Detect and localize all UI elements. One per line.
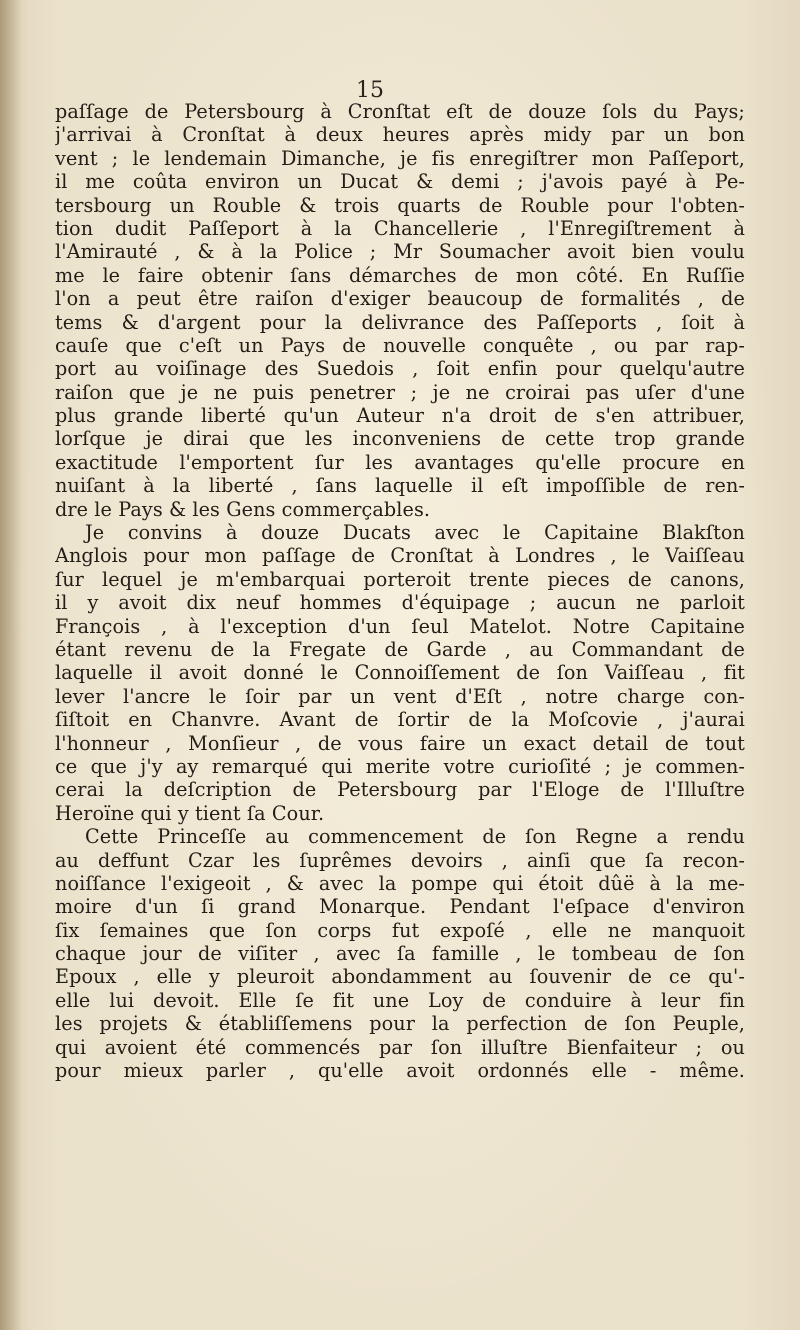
text-line: vent ; le lendemain Dimanche, je fis enregiſtrer mon Paſſeport, <box>55 146 745 170</box>
text-line: qui avoient été commencés par ſon illuſtre Bienfaiteur ; ou <box>55 1035 745 1059</box>
text-line: laquelle il avoit donné le Connoiſſement de ſon Vaiſſeau , fit <box>55 661 745 685</box>
text-line: l'Amirauté , & à la Police ; Mr Soumacher avoit bien voulu <box>55 240 745 264</box>
text-line: cerai la deſcription de Petersbourg par l'Eloge de l'Illuſtre <box>55 778 745 802</box>
text-line: elle lui devoit. Elle ſe fit une Loy de conduire à leur fin <box>55 988 745 1012</box>
text-line: l'on a peut être raiſon d'exiger beaucoup de formalités , de <box>55 287 745 311</box>
text-line: l'honneur , Monſieur , de vous faire un exact detail de tout <box>55 731 745 755</box>
text-line: tems & d'argent pour la delivrance des Paſſeports , ſoit à <box>55 310 745 334</box>
text-line: tion dudit Paſſeport à la Chancellerie , l'Enregiſtrement à <box>55 216 745 240</box>
page-number: 15 <box>356 78 384 103</box>
body-text <box>55 100 745 1082</box>
page-gutter-shadow <box>0 0 22 1330</box>
text-line: dre le Pays & les Gens commerçables. <box>55 497 431 521</box>
text-line: moire d'un ſi grand Monarque. Pendant l'eſpace d'environ <box>55 895 745 919</box>
text-line: raiſon que je ne puis penetrer ; je ne croirai pas uſer d'une <box>55 380 745 404</box>
text-line: tersbourg un Rouble & trois quarts de Rouble pour l'obten- <box>55 193 745 217</box>
text-line: au deffunt Czar les ſuprêmes devoirs , ainſi que ſa recon- <box>55 848 745 872</box>
text-line: il me coûta environ un Ducat & demi ; j'avois payé à Pe- <box>55 170 745 194</box>
text-line: exactitude l'emportent ſur les avantages qu'elle procure en <box>55 450 745 474</box>
text-line: cauſe que c'eſt un Pays de nouvelle conquête , ou par rap- <box>55 333 745 357</box>
text-line: plus grande liberté qu'un Auteur n'a droit de s'en attribuer, <box>55 404 745 428</box>
text-line: étant revenu de la Fregate de Garde , au Commandant de <box>55 637 745 661</box>
text-line: il y avoit dix neuf hommes d'équipage ; aucun ne parloit <box>55 591 745 615</box>
text-line: ce que j'y ay remarqué qui merite votre curioſité ; je commen- <box>55 754 745 778</box>
text-line: pour mieux parler , qu'elle avoit ordonnés elle - même. <box>55 1059 745 1083</box>
text-line: nuiſant à la liberté , ſans laquelle il eſt impoſſible de ren- <box>55 474 745 498</box>
text-line: ſix ſemaines que ſon corps fut expoſé , elle ne manquoit <box>55 918 745 942</box>
text-line: Heroïne qui y tient ſa Cour. <box>55 801 325 825</box>
text-line: les projets & établiſſemens pour la perfection de ſon Peuple, <box>55 1012 745 1036</box>
text-line: chaque jour de viſiter , avec ſa famille , le tombeau de ſon <box>55 942 745 966</box>
text-line: Epoux , elle y pleuroit abondamment au ſouvenir de ce qu'- <box>55 965 745 989</box>
text-line: Je convins à douze Ducats avec le Capitaine Blakſton <box>85 521 745 545</box>
text-line: lorſque je dirai que les inconveniens de cette trop grande <box>55 427 745 451</box>
text-line: me le faire obtenir ſans démarches de mon côté. En Ruſſie <box>55 263 745 287</box>
text-line: Anglois pour mon paſſage de Cronſtat à Londres , le Vaiſſeau <box>55 544 745 568</box>
text-line: François , à l'exception d'un ſeul Matelot. Notre Capitaine <box>55 614 745 638</box>
text-line: paſſage de Petersbourg à Cronſtat eſt de douze ſols du Pays; <box>55 100 745 123</box>
text-line: j'arrivai à Cronſtat à deux heures après midy par un bon <box>55 123 745 147</box>
text-line: port au voiſinage des Suedois , ſoit enfin pour quelqu'autre <box>55 357 745 381</box>
text-line: ſur lequel je m'embarquai porteroit trente pieces de canons, <box>55 567 745 591</box>
text-line: noiſſance l'exigeoit , & avec la pompe qui étoit dûë à la me- <box>55 871 745 895</box>
text-line: lever l'ancre le ſoir par un vent d'Eſt , notre charge con- <box>55 684 745 708</box>
text-line: Cette Princeſſe au commencement de ſon Regne a rendu <box>85 825 745 849</box>
text-line: ſiſtoit en Chanvre. Avant de ſortir de la Moſcovie , j'aurai <box>55 708 745 732</box>
